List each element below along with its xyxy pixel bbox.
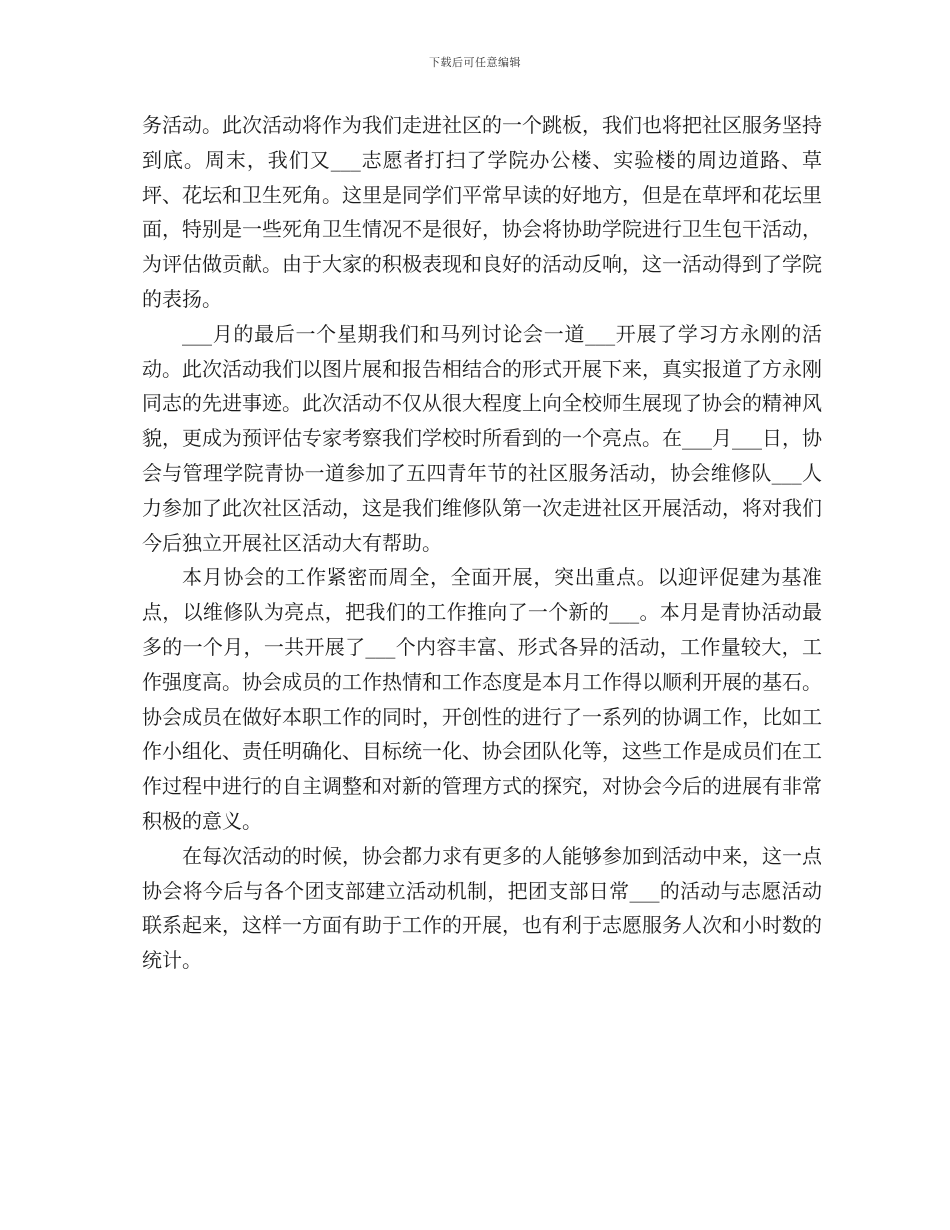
paragraph-3: 本月协会的工作紧密而周全，全面开展，突出重点。以迎评促建为基准点，以维修队为亮点，把我们的工作推向了一个新的___。本月是青协活动最多的一个月，一共开展了___个内容丰富、形式各异的活动，工作量较大，工作强度高。协会成员的工作热情和工作态度是本月工作得以顺利开展的基石。协会成员在做好本职工作的同时，开创性的进行了一系列的协调工作，比如工作小组化、责任明确化、目标统一化、协会团队化等，这些工作是成员们在工作过程中进行的自主调整和对新的管理方式的探究，对协会今后的进展有非常积极的意义。 — [142, 565, 822, 833]
page-header: 下载后可任意编辑 — [429, 56, 521, 69]
paragraph-1: 务活动。此次活动将作为我们走进社区的一个跳板，我们也将把社区服务坚持到底。周末，我们又___志愿者打扫了学院办公楼、实验楼的周边道路、草坪、花坛和卫生死角。这里是同学们平常早读的好地方，但是在草坪和花坛里面，特别是一些死角卫生情况不是很好，协会将协助学院进行卫生包干活动，为评估做贡献。由于大家的积极表现和良好的活动反响，这一活动得到了学院的表扬。 — [142, 113, 822, 311]
document-body — [142, 108, 822, 978]
paragraph-4: 在每次活动的时候，协会都力求有更多的人能够参加到活动中来，这一点协会将今后与各个团支部建立活动机制，把团支部日常___的活动与志愿活动联系起来，这样一方面有助于工作的开展，也有利于志愿服务人次和小时数的统计。 — [142, 843, 822, 973]
paragraph-2: ___月的最后一个星期我们和马列讨论会一道___开展了学习方永刚的活动。此次活动我们以图片展和报告相结合的形式开展下来，真实报道了方永刚同志的先进事迹。此次活动不仅从很大程度上向全校师生展现了协会的精神风貌，更成为预评估专家考察我们学校时所看到的一个亮点。在___月___日，协会与管理学院青协一道参加了五四青年节的社区服务活动，协会维修队___人力参加了此次社区活动，这是我们维修队第一次走进社区开展活动，将对我们今后独立开展社区活动大有帮助。 — [142, 321, 822, 555]
